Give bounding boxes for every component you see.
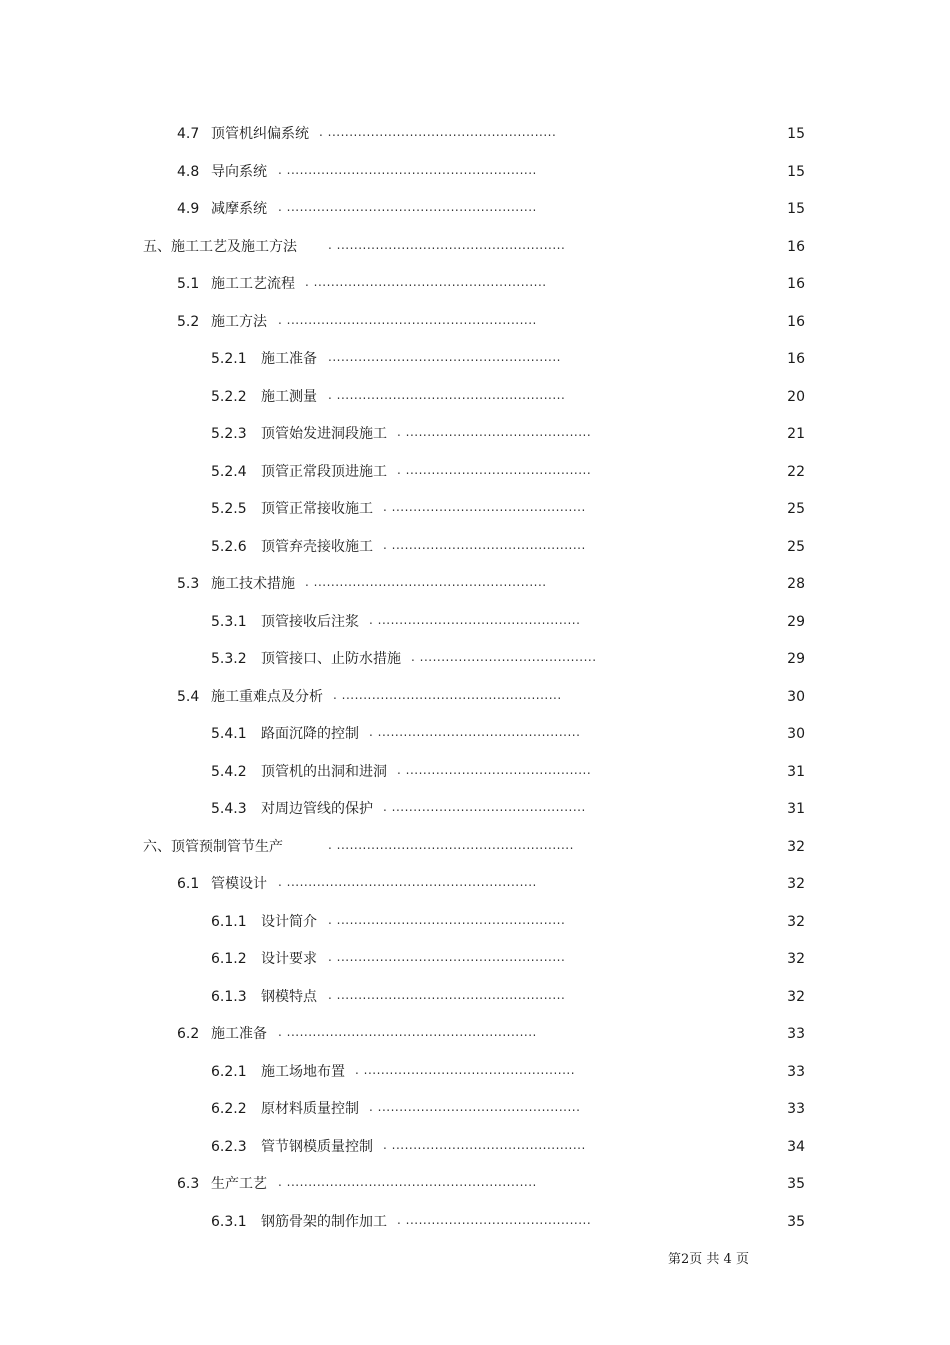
toc-entry-title: 施工重难点及分析	[211, 688, 323, 705]
toc-entry-title: 顶管接口、止防水措施	[261, 651, 401, 667]
toc-entry-page-number: 16	[787, 313, 805, 330]
toc-entry-number: 5.4.2	[211, 763, 247, 780]
toc-entry-page-number: 33	[787, 1063, 805, 1080]
toc-leader-dots: . ..........................................................	[278, 875, 537, 889]
toc-entry-page-number: 33	[787, 1026, 805, 1042]
toc-entry-number: 6.3.1	[211, 1213, 247, 1230]
toc-entry-number: 6.3	[177, 1176, 200, 1192]
table-of-contents	[0, 116, 950, 1241]
toc-entry-page-number: 32	[787, 838, 805, 855]
toc-entry[interactable]	[0, 1091, 950, 1129]
toc-entry[interactable]	[0, 1054, 950, 1092]
toc-entry-title: 导向系统	[211, 163, 267, 180]
toc-entry-page-number: 30	[787, 726, 805, 742]
toc-entry-number: 6.1	[177, 876, 200, 892]
toc-leader-dots: . ...........................................	[397, 425, 592, 439]
toc-entry-title: 设计简介	[261, 913, 317, 930]
toc-leader-dots: . .............................................	[383, 537, 586, 552]
toc-entry-title: 施工准备	[211, 1026, 267, 1042]
toc-entry-page-number: 21	[787, 426, 805, 442]
toc-entry-page-number: 15	[787, 201, 805, 217]
toc-entry[interactable]	[0, 754, 950, 792]
toc-entry-page-number: 16	[787, 238, 805, 255]
toc-entry-number: 6.1.2	[211, 951, 247, 967]
toc-entry-number: 5.4.3	[211, 801, 247, 817]
toc-entry-page-number: 22	[787, 463, 805, 480]
toc-entry-number: 5.2.1	[211, 351, 247, 367]
toc-entry[interactable]	[0, 416, 950, 454]
toc-entry-page-number: 15	[787, 163, 805, 180]
toc-entry-title: 顶管正常接收施工	[261, 501, 373, 517]
toc-entry[interactable]	[0, 1166, 950, 1204]
toc-entry[interactable]	[0, 266, 950, 304]
toc-entry-page-number: 33	[787, 1101, 805, 1117]
toc-entry-title: 原材料质量控制	[261, 1101, 359, 1117]
page-footer: 第2页 共 4 页	[668, 1252, 749, 1267]
toc-entry-number: 5.2.3	[211, 426, 247, 442]
toc-entry-number: 6.1.1	[211, 913, 247, 930]
toc-entry-number: 5.3	[177, 576, 200, 592]
toc-entry[interactable]	[0, 491, 950, 529]
toc-entry[interactable]	[0, 191, 950, 229]
toc-entry-page-number: 34	[787, 1138, 805, 1155]
toc-leader-dots: . ..........................................................	[278, 200, 537, 214]
toc-leader-dots: . ...........................................	[397, 1212, 592, 1227]
toc-leader-dots: . ..........................................................	[278, 1025, 537, 1039]
toc-entry-page-number: 31	[787, 763, 805, 780]
toc-entry-page-number: 25	[787, 538, 805, 555]
toc-leader-dots: . .............................................	[383, 500, 586, 514]
toc-leader-dots: . .....................................................	[328, 237, 566, 252]
toc-entry[interactable]	[0, 529, 950, 567]
toc-entry-number: 6.2.2	[211, 1101, 247, 1117]
toc-entry[interactable]	[0, 566, 950, 604]
toc-leader-dots: . ..........................................................	[278, 1175, 537, 1189]
toc-entry[interactable]	[0, 454, 950, 492]
toc-leader-dots: . .....................................................	[319, 125, 557, 139]
toc-leader-dots: . ...............................................	[369, 612, 581, 627]
toc-entry-title: 对周边管线的保护	[261, 801, 373, 817]
toc-leader-dots: . ...............................................	[369, 1100, 581, 1114]
toc-entry[interactable]	[0, 829, 950, 867]
toc-entry-title: 顶管弃壳接收施工	[261, 538, 373, 555]
toc-entry-number: 5.2.2	[211, 388, 247, 405]
toc-entry-title: 施工场地布置	[261, 1063, 345, 1080]
toc-entry[interactable]	[0, 154, 950, 192]
toc-leader-dots: . .........................................	[411, 650, 597, 664]
toc-entry-title: 生产工艺	[211, 1176, 267, 1192]
toc-entry-number: 6.2	[177, 1026, 200, 1042]
toc-entry-number: 4.9	[177, 201, 200, 217]
toc-entry-page-number: 32	[787, 988, 805, 1005]
toc-leader-dots: . ......................................................	[305, 575, 547, 589]
toc-entry-title: 减摩系统	[211, 201, 267, 217]
toc-entry-page-number: 16	[787, 351, 805, 367]
toc-entry-title: 施工工艺流程	[211, 276, 295, 292]
toc-leader-dots: . ..........................................................	[278, 312, 537, 327]
toc-entry-title: 顶管机的出洞和进洞	[261, 763, 387, 780]
toc-leader-dots: . ...............................................	[369, 725, 581, 739]
toc-entry-page-number: 32	[787, 876, 805, 892]
toc-leader-dots: . ...........................................	[397, 762, 592, 777]
toc-leader-dots: . .....................................................	[328, 987, 566, 1002]
toc-entry-title: 路面沉降的控制	[261, 726, 359, 742]
toc-entry[interactable]	[0, 866, 950, 904]
toc-entry-page-number: 25	[787, 501, 805, 517]
toc-entry[interactable]	[0, 116, 950, 154]
toc-entry-title: 管模设计	[211, 876, 267, 892]
toc-entry-title: 五、施工工艺及施工方法	[143, 238, 297, 255]
toc-entry[interactable]	[0, 379, 950, 417]
toc-entry[interactable]	[0, 941, 950, 979]
toc-entry[interactable]	[0, 791, 950, 829]
toc-leader-dots: . .............................................	[383, 800, 586, 814]
toc-entry-page-number: 32	[787, 951, 805, 967]
toc-entry-page-number: 20	[787, 388, 805, 405]
toc-entry-title: 施工测量	[261, 388, 317, 405]
toc-entry-number: 5.1	[177, 276, 200, 292]
toc-entry-number: 5.2.6	[211, 538, 247, 555]
toc-entry-title: 顶管始发进洞段施工	[261, 426, 387, 442]
toc-entry[interactable]	[0, 604, 950, 642]
toc-entry[interactable]	[0, 304, 950, 342]
toc-entry-page-number: 16	[787, 276, 805, 292]
toc-entry-number: 5.2.5	[211, 501, 247, 517]
toc-entry-page-number: 28	[787, 576, 805, 592]
toc-entry-title: 顶管机纠偏系统	[211, 126, 309, 142]
toc-entry[interactable]	[0, 979, 950, 1017]
toc-entry[interactable]	[0, 1016, 950, 1054]
toc-entry-page-number: 30	[787, 688, 805, 705]
toc-leader-dots: . .............................................	[383, 1137, 586, 1152]
toc-entry[interactable]	[0, 679, 950, 717]
toc-entry-title: 六、顶管预制管节生产	[143, 838, 283, 855]
toc-leader-dots: . ...................................................	[333, 687, 562, 702]
toc-entry-page-number: 35	[787, 1176, 805, 1192]
toc-entry-number: 5.3.2	[211, 651, 247, 667]
toc-entry-title: 顶管接收后注浆	[261, 613, 359, 630]
toc-leader-dots: . .......................................................	[328, 837, 574, 852]
toc-entry-page-number: 29	[787, 651, 805, 667]
toc-entry-number: 4.7	[177, 126, 200, 142]
toc-entry-number: 5.2.4	[211, 463, 247, 480]
toc-entry-number: 5.2	[177, 313, 200, 330]
toc-entry-page-number: 29	[787, 613, 805, 630]
toc-entry-title: 施工方法	[211, 313, 267, 330]
toc-entry[interactable]	[0, 341, 950, 379]
toc-entry-page-number: 35	[787, 1213, 805, 1230]
toc-leader-dots: . .....................................................	[328, 912, 566, 927]
toc-entry-number: 6.2.1	[211, 1063, 247, 1080]
toc-leader-dots: . .................................................	[355, 1062, 576, 1077]
toc-entry-title: 钢筋骨架的制作加工	[261, 1213, 387, 1230]
toc-entry-number: 6.1.3	[211, 988, 247, 1005]
toc-entry-title: 顶管正常段顶进施工	[261, 463, 387, 480]
toc-leader-dots: . .....................................................	[328, 387, 566, 402]
toc-entry-title: 施工技术措施	[211, 576, 295, 592]
toc-entry[interactable]	[0, 229, 950, 267]
toc-entry[interactable]	[0, 1129, 950, 1167]
toc-entry[interactable]	[0, 904, 950, 942]
toc-entry-title: 设计要求	[261, 951, 317, 967]
toc-leader-dots: . ...........................................	[397, 462, 592, 477]
toc-leader-dots: . ......................................................	[305, 275, 547, 289]
toc-entry-number: 5.4.1	[211, 726, 247, 742]
toc-entry[interactable]	[0, 1204, 950, 1242]
toc-entry-page-number: 32	[787, 913, 805, 930]
toc-entry-title: 钢模特点	[261, 988, 317, 1005]
toc-entry-number: 4.8	[177, 163, 200, 180]
toc-entry-number: 5.3.1	[211, 613, 247, 630]
toc-entry-page-number: 15	[787, 126, 805, 142]
toc-leader-dots: . ..........................................................	[278, 162, 537, 177]
toc-entry-number: 5.4	[177, 688, 200, 705]
toc-entry[interactable]	[0, 641, 950, 679]
toc-leader-dots: ......................................................	[328, 350, 561, 364]
toc-leader-dots: . .....................................................	[328, 950, 566, 964]
toc-entry-number: 6.2.3	[211, 1138, 247, 1155]
toc-entry-title: 施工准备	[261, 351, 317, 367]
toc-entry-title: 管节钢模质量控制	[261, 1138, 373, 1155]
toc-entry[interactable]	[0, 716, 950, 754]
toc-entry-page-number: 31	[787, 801, 805, 817]
